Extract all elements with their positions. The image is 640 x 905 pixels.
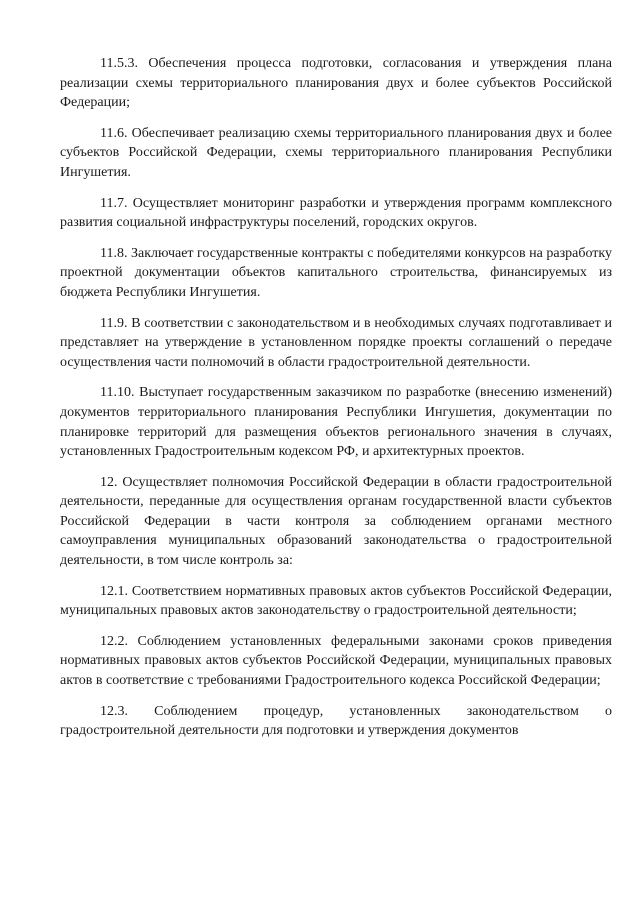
paragraph-12-1: 12.1. Соответствием нормативных правовых актов субъектов Российской Федерации, муниципальных правовых актов законодательству о градостроительной деятельности; (60, 583, 612, 619)
paragraph-11-8: 11.8. Заключает государственные контракты с победителями конкурсов на разработку проектной документации объектов капитального строительства, финансируемых из бюджета Республики Ингушетия. (60, 245, 612, 300)
paragraph-11-9: 11.9. В соответствии с законодательством и в необходимых случаях подготавливает и представляет на утверждение в установленном порядке проекты соглашений о передаче осуществления части полномочий в области градостроительной деятельности. (60, 315, 612, 370)
paragraph-12-3: 12.3. Соблюдением процедур, установленных законодательством о градостроительной деятельности для подготовки и утверждения документов (60, 703, 612, 739)
paragraph-11-10: 11.10. Выступает государственным заказчиком по разработке (внесению изменений) документов территориального планирования Республики Ингушетия, документации по планировке территорий для размещения объектов регионального значения в случаях, установленных Градостроительным кодексом РФ, и архитектурных проектов. (60, 385, 612, 460)
paragraph-12: 12. Осуществляет полномочия Российской Федерации в области градостроительной деятельности, переданные для осуществления органам государственной власти субъектов Российской Федерации в части контроля за соблюдением органами местного самоуправления муниципальных образований законодательства о градостроительной деятельности, в том числе контроль за: (60, 474, 612, 569)
document-page (60, 54, 612, 741)
paragraph-12-2: 12.2. Соблюдением установленных федеральными законами сроков приведения нормативных правовых актов субъектов Российской Федерации, муниципальных правовых актов в соответствие с требованиями Градостроительного кодекса Российской Федерации; (60, 633, 612, 689)
paragraph-11-7: 11.7. Осуществляет мониторинг разработки и утверждения программ комплексного развития социальной инфраструктуры поселений, городских округов. (60, 195, 612, 231)
paragraph-11-5-3: 11.5.3. Обеспечения процесса подготовки, согласования и утверждения плана реализации схемы территориального планирования двух и более субъектов Российской Федерации; (60, 56, 612, 111)
paragraph-11-6: 11.6. Обеспечивает реализацию схемы территориального планирования двух и более субъектов Российской Федерации, схемы территориального планирования Республики Ингушетия. (60, 125, 612, 180)
